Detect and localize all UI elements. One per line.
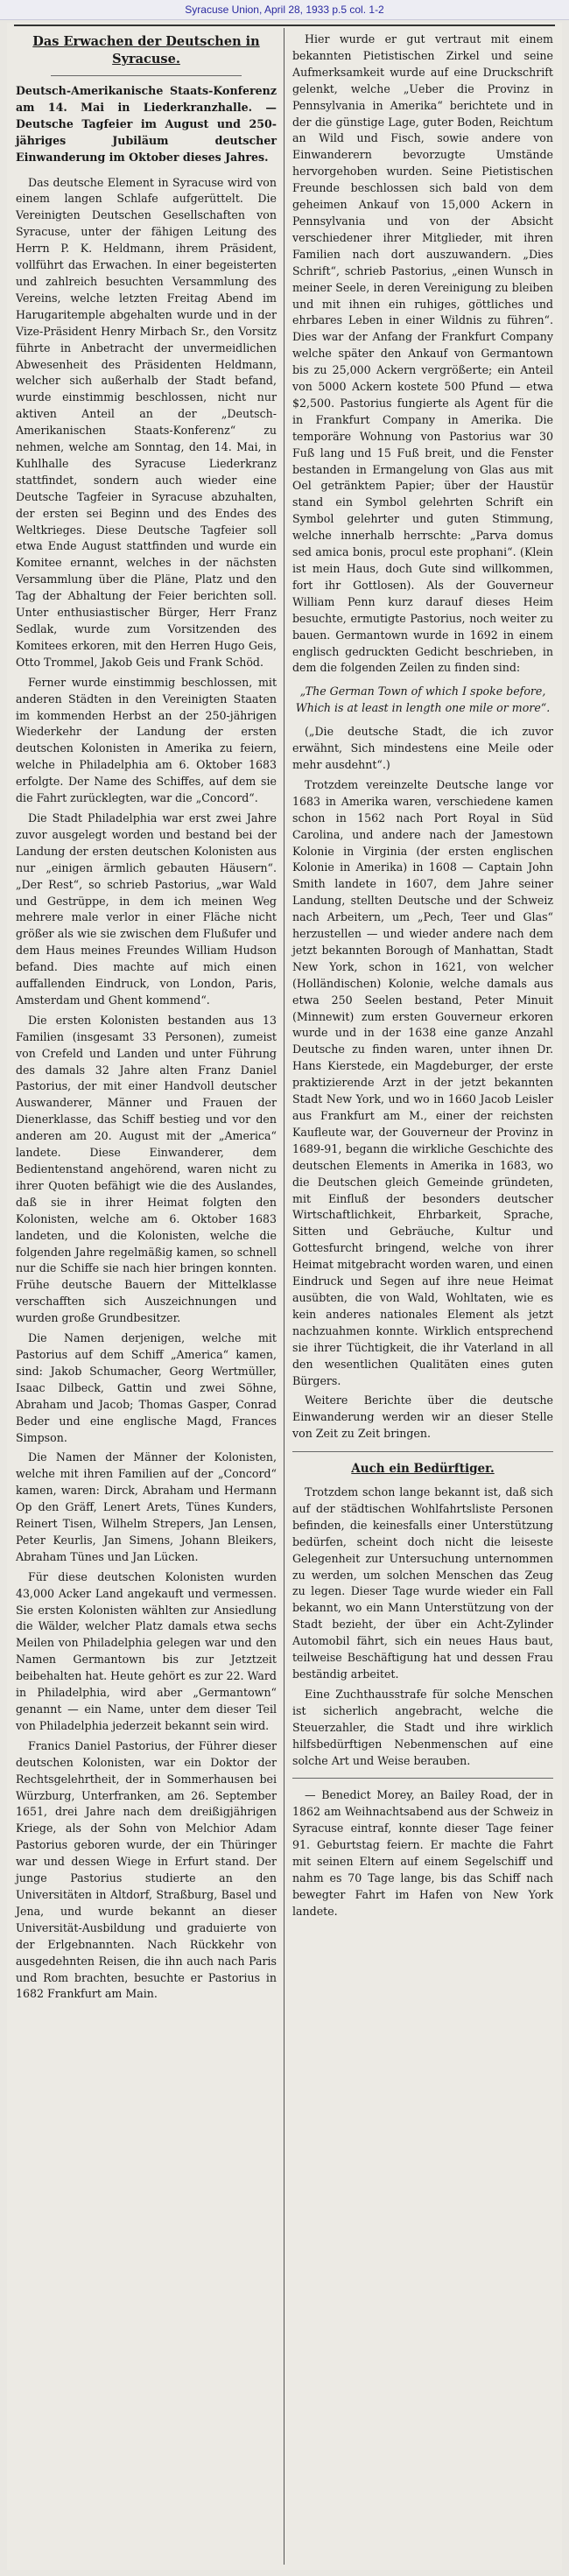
article-separator — [292, 1778, 553, 1779]
paragraph: („Die deutsche Stadt, die ich zuvor erwähnt, Sich mindestens eine Meile oder mehr ausdehnt“.) — [292, 725, 553, 771]
paragraph: Die Namen derjenigen, welche mit Pastorius auf dem Schiff „America“ kamen, sind: Jakob Schumacher, Georg Wertmüller, Isaac Dilbeck, Gattin und zwei Söhne, Abraham und Jacob; Thomas Gasper, Conrad Beder und eine englische Magd, Frances Simpson. — [16, 1331, 277, 1444]
paragraph: Hier wurde er gut vertraut mit einem bekannten Pietistischen Zirkel und seine Aufmerksamkeit wurde auf eine Druckschrift gelenkt, welche „Ueber die Provinz in Pennsylvania in Amerika“ berichtete und in der die günstige Lage, guter Boden, Reichtum an Wild und Fisch, sowie andere von Einwanderern bevorzugte Umstände hervorgehoben wurden. Seine Pietistischen Freunde beschlossen sich bald von dem geheimen Ankauf von 15,000 Ackern in Pennsylvania und von der Absicht verschiedener ihrer Mitglieder, mit ihren Familien nach dort auszuwandern. „Dies Schrift“, schrieb Pastorius, „einen Wunsch in meiner Seele, in deren Vereinigung zu bleiben und mit ihnen ein ruhiges, göttliches und ehrbares Leben in einer Wildnis zu führen“. Dies war der Anfang der Frankfurt Company welche später den Ankauf von Germantown bis zu 25,000 Ackern vergrößerte; ein Anteil von 5000 Ackern kostete 500 Pfund — etwa $2,500. Pastorius fungierte als Agent für die in Frankfurt Company in Amerika. Die temporäre Wohnung von Pastorius war 30 Fuß lang und 15 Fuß breit, und die Fenster bestanden in Ermangelung von Glas aus mit Oel getränktem Papier; über der Haustür stand ein Symbol gelehrten Schrift ein Symbol gelehrter und guten Stimmung, welche innerhalb herrschte: „Parva domus sed amica bonis, procul este prophani“. (Klein ist mein Haus, doch Gute sind willkommen, fort ihr Gottlosen). Als der Gouverneur William Penn kurz darauf dieses Heim besuchte, ermutigte Pastorius, noch weiter zu bauen. Germantown wurde in 1692 in einem englisch gedruckten Gedicht beschrieben, in dem die folgenden Zeilen zu finden sind: — [292, 32, 553, 675]
paragraph: Franics Daniel Pastorius, der Führer dieser deutschen Kolonisten, war ein Doktor der Rechtsgelehrtheit, der in Sommerhausen bei Würzburg, Unterfranken, am 26. September 1651, drei Jahre nach dem dreißigjährigen Kriege, als der Sohn von Melchior Adam Pastorius geboren wurde, der ein Thüringer war und dessen Wiege in Erfurt stand. Der junge Pastorius studierte an den Universitäten in Altdorf, Straßburg, Basel und Jena, und wurde bekannt an dieser Universität-Ausbildung und graduierte von der Erlgebnannten. Nach Rückkehr von ausgedehnten Reisen, die ihn auch nach Paris und Rom brachten, besuchte er Pastorius in 1682 Frankfurt am Main. — [16, 1738, 277, 2001]
paragraph: — Benedict Morey, an Bailey Road, der in 1862 am Weihnachtsabend aus der Schweiz in Syracuse eintraf, konnte dieser Tage feiner 91. Geburtstag feiern. Er machte die Fahrt mit seinen Eltern auf einem Segelschiff und nahm es 70 Tage lange, bis das Schiff nach bewegter Fahrt im Hafen von New York landete. — [292, 1788, 553, 1918]
title-separator — [51, 75, 242, 76]
paragraph: Ferner wurde einstimmig beschlossen, mit anderen Städten in den Vereinigten Staaten im kommenden Herbst an der 250-jährigen Wiederkehr der Landung der ersten deutschen Kolonisten in Amerika zu feiern, welche in Philadelphia am 6. Oktober 1683 erfolgte. Der Name des Schiffes, auf dem sie die Fahrt zurücklegten, war die „Concord“. — [16, 675, 277, 805]
paragraph: Eine Zuchthausstrafe für solche Menschen ist sicherlich angebracht, welche die Steuerzahler, die Stadt und ihre wirklich hilfsbedürftigen Nebenmenschen auf eine solche Art und Weise berauben. — [292, 1687, 553, 1767]
article-title-2: Auch ein Bedürftiger. — [351, 1462, 495, 1477]
paragraph: Für diese deutschen Kolonisten wurden 43,000 Acker Land angekauft und vermessen. Sie ersten Kolonisten wählten zur Ansiedlung die Wälder, welcher Platz damals etwa sechs Meilen von Philadelphia gelegen war und den Namen Germantown bis zur Jetztzeit beibehalten hat. Heute gehört es zur 22. Ward in Philadelphia, wird aber „Germantown“ genannt — ein Name, unter dem dieser Teil von Philadelphia jederzeit bekannt sein wird. — [16, 1569, 277, 1732]
column-left — [16, 32, 277, 2006]
poem-line: „The German Town of which I spoke before, — [299, 684, 546, 698]
top-rule — [14, 25, 555, 26]
article-separator — [292, 1451, 553, 1452]
paragraph: Die Namen der Männer der Kolonisten, welche mit ihren Familien auf der „Concord“ kamen, waren: Dirck, Abraham und Hermann Op den Gräff, Lenert Arets, Tünes Kunders, Reinert Tisen, Wilhelm Strepers, Jan Lensen, Peter Keurlis, Jan Simens, Johann Bleikers, Abraham Tünes und Jan Lücken. — [16, 1450, 277, 1563]
paragraph: Trotzdem schon lange bekannt ist, daß sich auf der städtischen Wohlfahrtsliste Personen befinden, die keinesfalls einer Unterstützung bedürfen, scheint doch nicht die leiseste Gelegenheit zur Untersuchung unternommen zu werden, um solchen Menschen das Zeug zu legen. Dieser Tage wurde wieder ein Fall bekannt, wo ein Mann Unterstützung von der Stadt bezieht, der über ein Acht-Zylinder Automobil fährt, sich ein neues Haus baut, teilweise Beschäftigung hat und dessen Frau beständig arbeitet. — [292, 1485, 553, 1681]
paragraph: Die Stadt Philadelphia war erst zwei Jahre zuvor ausgelegt worden und bestand bei der Landung der ersten deutschen Kolonisten aus nur „einigen ärmlich gebauten Häusern“. „Der Rest“, so schrieb Pastorius, „war Wald und Gestrüppe, in dem ich meinen Weg mehrere male verlor in einer Fläche nicht größer als wie sie zwischen dem Flußufer und dem Haus meines Freundes William Hudson befand. Dies machte auf mich einen auffallenden Eindruck, von London, Paris, Amsterdam und Ghent kommend“. — [16, 811, 277, 1007]
paragraph: Das deutsche Element in Syracuse wird von einem langen Schlafe aufgerüttelt. Die Vereinigten Deutschen Gesellschaften von Syracuse, unter der fähigen Leitung des Herrn P. K. Heldmann, ihrem Präsident, vollführt das Erwachen. In einer begeisterten und zahlreich besuchten Versammlung des Vereins, welche letzten Freitag Abend im Harugaritemple abgehalten wurde und in der Vize-Präsident Henry Mirbach Sr., den Vorsitz führte in Anbetracht der unvermeidlichen Abwesenheit des Präsidenten Heldmann, welcher sich außerhalb der Stadt befand, wurde einstimmig beschlossen, nicht nur aktiven Anteil an der „Deutsch-Amerikanischen Staats-Konferenz“ zu nehmen, welche am Sonntag, den 14. Mai, in Kuhlhalle des Syracuse Liederkranz stattfindet, sondern auch wieder eine Deutsche Tagfeier in Syracuse abzuhalten, der ersten sei Beginn und des Endes des Weltkrieges. Diese Deutsche Tagfeier soll etwa Ende August stattfinden und wurde ein Komitee ernannt, welches in der nächsten Versammlung über die Pläne, Platz und den Tag der Abhaltung der Feier berichten soll. Unter enthusiastischer Bürger, Herr Franz Sedlak, wurde zum Vorsitzenden des Komitees erkoren, mit den Herren Hugo Geis, Otto Trommel, Jakob Geis und Frank Schöd. — [16, 175, 277, 669]
article-lead: Deutsch-Amerikanische Staats-Konferenz am 14. Mai in Liederkranzhalle. — Deutsche Tagfeier im August und 250-jähriges Jubiläum deutscher Einwanderung im Oktober dieses Jahres. — [16, 84, 277, 164]
column-right — [292, 32, 553, 1924]
paragraph: Weitere Berichte über die deutsche Einwanderung werden wir an dieser Stelle von Zeit zu Zeit bringen. — [292, 1393, 553, 1441]
poem-line: Which is at least in length one mile or more“. — [295, 701, 551, 715]
article-title: Das Erwachen der Deutschen in Syracuse. — [32, 34, 260, 67]
paragraph: Die ersten Kolonisten bestanden aus 13 Familien (insgesamt 33 Personen), zumeist von Crefeld und Landen und unter Führung des damals 32 Jahre alten Franz Daniel Pastorius, der mit einer Handvoll deutscher Auswanderer, Männer und Frauen der Dienerklasse, das Schiff bestieg und vor den anderen am 20. August mit der „America“ landete. Diese Einwanderer, dem Bedientenstand angehörend, waren nicht zu ihrer Quoten befähigt wie die des Auslandes, daß sie in ihrer Heimat folgten den Kolonisten, welche am 6. Oktober 1683 landeten, und die Kolonisten, welche die folgenden Jahre regelmäßig kamen, so schnell nur die Schiffe sie nach hier bringen konnten. Frühe deutsche Bauern der Mittelklasse verschafften sich Auszeichnungen und wurden große Grundbesitzer. — [16, 1013, 277, 1325]
archive-caption: Syracuse Union, April 28, 1933 p.5 col. 1-2 — [0, 0, 569, 20]
poem-quote — [292, 684, 553, 717]
paragraph: Trotzdem vereinzelte Deutsche lange vor 1683 in Amerika waren, verschiedene kamen schon in 1562 nach Port Royal in Süd Carolina, und andere nach der Jamestown Kolonie in Virginia (der ersten englischen Kolonie in Amerika) in 1608 — Captain John Smith landete in 1607, dem Jahre seiner Landung, stellten Deutsche und der Schweiz nach Arbeitern, um „Pech, Teer und Glas“ herzustellen — und wieder andere nach dem jetzt bekannten Borough of Manhattan, Stadt New York, schon in 1621, von welcher (Holländischen) Kolonie, welche damals aus etwa 250 Seelen bestand, Peter Minuit (Minnewit) zum ersten Gouverneur erkoren wurde und in der 1638 eine ganze Anzahl Deutsche zu finden waren, unter ihnen Dr. Hans Kierstede, ein Magdeburger, der erste praktizierende Arzt in der jetzt bekannten Stadt New York, und wo in 1660 Jacob Leisler aus Frankfurt am M., einer der reichsten Kaufleute war, der Gouverneur der Provinz in 1689-91, begann die wirkliche Geschichte des deutschen Elements in Amerika in 1683, wo die Deutschen gleich Gemeinde gründeten, mit Einfluß der besonders deutscher Wirtschaftlichkeit, Ehrbarkeit, Sprache, Sitten und Gebräuche, Kultur und Gottesfurcht bringend, welche von ihrer Heimat mitgebracht worden waren, und einen Eindruck und Segen auf ihre neue Heimat ausübten, die von Wald, Wohltaten, wie es kein anderes nationales Element als jetzt nachzuahmen konnte. Wirklich entsprechend sie ihrer Tüchtigkeit, die ihr Vaterland in all den wesentlichen Qualitäten eines guten Bürgers. — [292, 777, 553, 1387]
